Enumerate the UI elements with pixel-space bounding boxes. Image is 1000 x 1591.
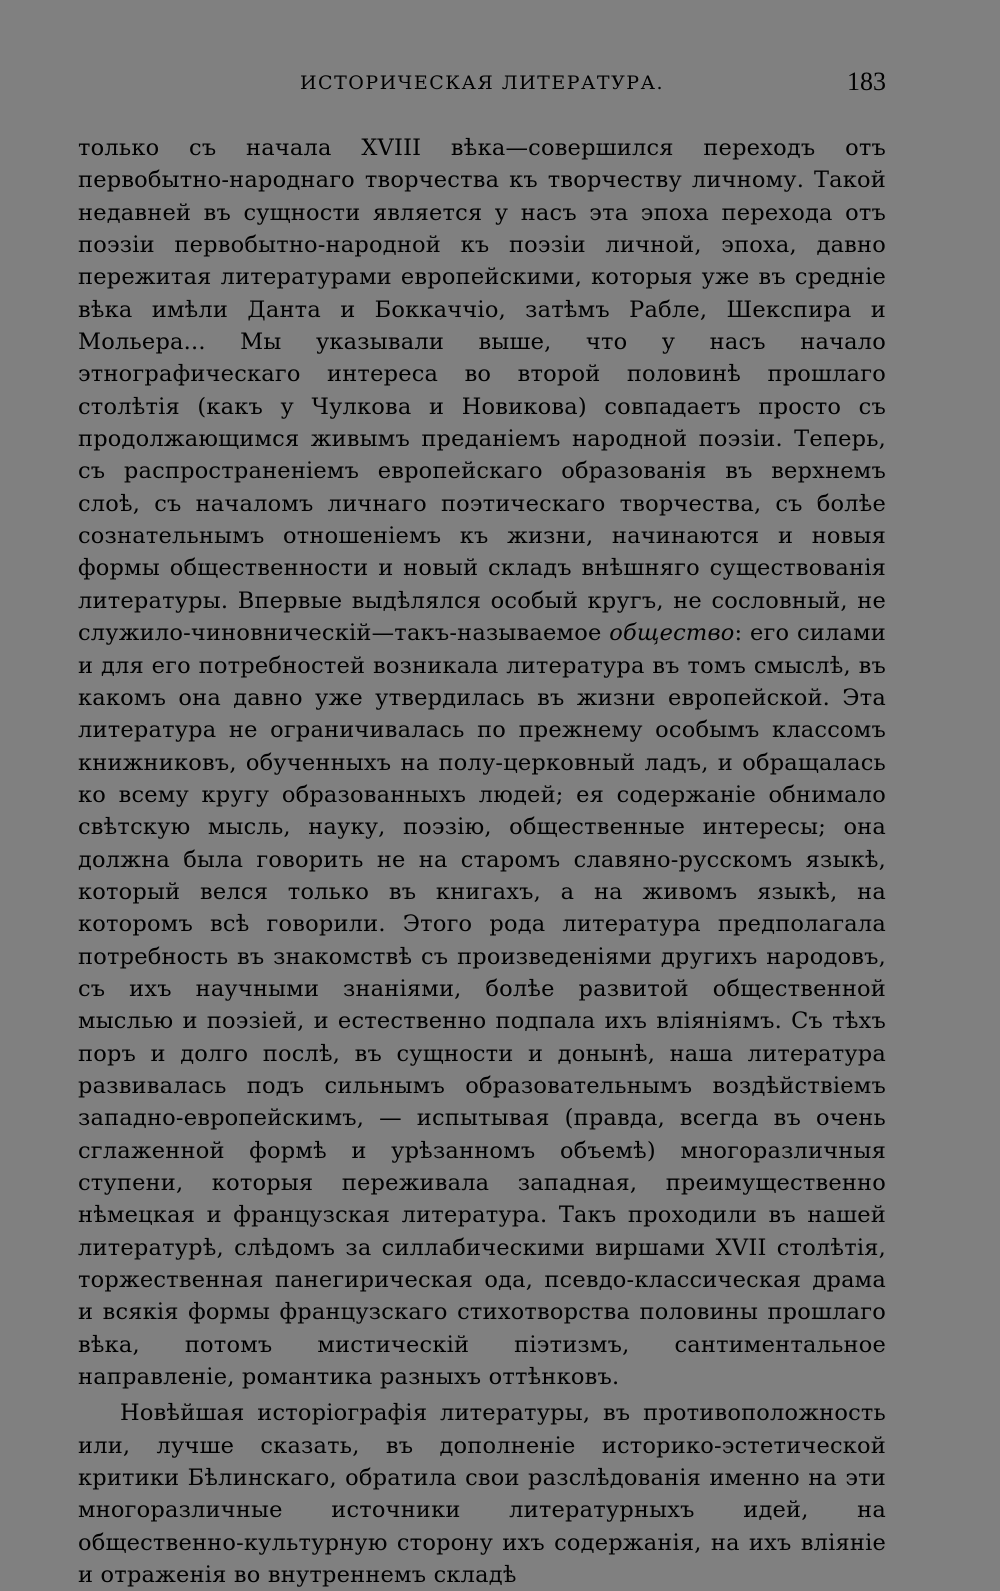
- paragraph-1-part-1: только съ начала XVIII вѣка—совершился переходъ отъ первобытно-народнаго творчества къ творчеству личному. Такой недавней въ сущности является у насъ эта эпоха перехода отъ поэзіи первобытно-народной къ поэзіи личной, эпоха, давно пережитая литературами европейскими, которыя уже въ средніе вѣка имѣли Данта и Боккаччіо, затѣмъ Рабле, Шекспира и Мольера... Мы указывали выше, что у насъ начало этнографическаго интереса во второй половинѣ прошлаго столѣтія (какъ у Чулкова и Новикова) совпадаетъ просто съ продолжающимся живымъ преданіемъ народной поэзіи. Теперь, съ распространеніемъ европейскаго образованія въ верхнемъ слоѣ, съ началомъ личнаго поэтическаго творчества, съ болѣе сознательнымъ отношеніемъ къ жизни, начинаются и новыя формы общественности и новый складъ внѣшняго существованія литературы. Впервые выдѣлялся особый кругъ, не сословный, не служило-чиновническій—такъ-называемое: [78, 135, 886, 647]
- body-text: [78, 132, 886, 1591]
- running-head: [78, 62, 886, 112]
- running-title: ИСТОРИЧЕСКАЯ ЛИТЕРАТУРА.: [299, 72, 665, 94]
- paragraph-1-part-2: : его силами и для его потребностей возникала литература въ томъ смыслѣ, въ какомъ она давно уже утвердилась въ жизни европейской. Эта литература не ограничивалась по прежнему особымъ классомъ книжниковъ, обученныхъ на полу-церковный ладъ, и обращалась ко всему кругу образованныхъ людей; ея содержаніе обнимало свѣтскую мысль, науку, поэзію, общественные интересы; она должна была говорить не на старомъ славяно-русскомъ языкѣ, который велся только въ книгахъ, а на живомъ языкѣ, на которомъ всѣ говорили. Этого рода литература предполагала потребность въ знакомствѣ съ произведеніями другихъ народовъ, съ ихъ научными знаніями, болѣе развитой общественной мыслью и поэзіей, и естественно подпала ихъ вліяніямъ. Съ тѣхъ поръ и долго послѣ, въ сущности и донынѣ, наша литература развивалась подъ сильнымъ образовательнымъ воздѣйствіемъ западно-европейскимъ, — испытывая (правда, всегда въ очень сглаженной формѣ и урѣзанномъ объемѣ) многоразличныя ступени, которыя переживала западная, преимущественно нѣмецкая и французская литература. Такъ проходили въ нашей литературѣ, слѣдомъ за силлабическими виршами XVII столѣтія, торжественная панегирическая ода, псевдо-классическая драма и всякія формы французскаго стихотворства половины прошлаго вѣка, потомъ мистическій піэтизмъ, сантиментальное направленіе, романтика разныхъ оттѣнковъ.: [78, 620, 886, 1391]
- page-number: 183: [847, 67, 886, 96]
- paragraph-1: [78, 132, 886, 1393]
- paragraph-2: Новѣйшая исторіографія литературы, въ противоположность или, лучше сказать, въ дополненіе историко-эстетической критики Бѣлинскаго, обратила свои разслѣдованія именно на эти многоразличные источники литературныхъ идей, на общественно-культурную сторону ихъ содержанія, на ихъ вліяніе и отраженія во внутреннемъ складѣ: [78, 1400, 886, 1589]
- book-page: [78, 62, 886, 1591]
- emphasized-term: общество: [609, 620, 735, 647]
